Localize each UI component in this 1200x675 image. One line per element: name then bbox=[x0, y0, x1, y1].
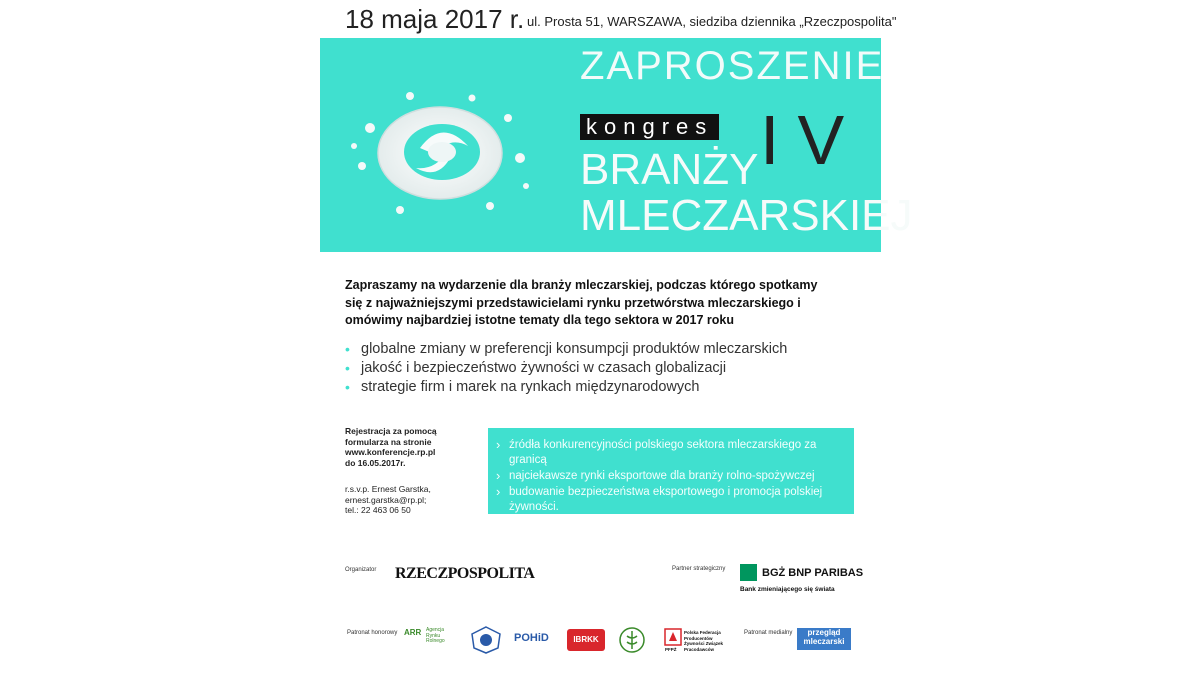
organizer-label: Organizator bbox=[345, 567, 377, 573]
title-line-2: MLECZARSKIEJ bbox=[580, 191, 913, 240]
registration-line: Rejestracja za pomocą bbox=[345, 426, 437, 436]
coat-of-arms-logo-icon bbox=[470, 626, 502, 654]
bgz-star-icon bbox=[740, 564, 757, 581]
topic-item: • globalne zmiany w preferencji konsumpcji produktów mleczarskich bbox=[345, 340, 865, 359]
rsvp-email[interactable]: ernest.garstka@rp.pl; bbox=[345, 494, 427, 505]
box-topic-item: › budowanie bezpieczeństwa eksportowego i promocja polskiej żywności. bbox=[496, 485, 850, 515]
box-topic-item: › źródła konkurencyjności polskiego sektora mleczarskiego za granicą bbox=[496, 438, 850, 468]
honorary-patron-label: Patronat honorowy bbox=[347, 630, 398, 636]
arr-logo bbox=[404, 628, 458, 650]
registration-url[interactable]: www.konferencje.rp.pl bbox=[345, 447, 436, 457]
media-patron-label: Patronat medialny bbox=[744, 630, 793, 636]
pfpz-text: Polska Federacja Producentów Żywności Związek Pracodawców bbox=[684, 630, 724, 652]
invitation-heading: ZAPROSZENIE bbox=[580, 44, 885, 88]
pfpz-mark-icon bbox=[664, 628, 682, 646]
registration-info bbox=[345, 426, 475, 468]
event-date: 18 maja 2017 r. bbox=[345, 4, 525, 34]
event-venue: ul. Prosta 51, WARSZAWA, siedziba dziennika „Rzeczpospolita" bbox=[527, 14, 897, 29]
title-line-1: BRANŻY bbox=[580, 145, 759, 194]
rsvp-contact: r.s.v.p. Ernest Garstka, bbox=[345, 484, 431, 494]
veterinary-logo-icon bbox=[617, 626, 647, 654]
partner-label: Partner strategiczny bbox=[672, 566, 726, 572]
rzeczpospolita-logo: RZECZPOSPOLITA bbox=[395, 565, 535, 582]
pfpz-logo bbox=[664, 628, 726, 650]
przeglad-mleczarski-logo: przegląd mleczarski bbox=[797, 628, 851, 650]
intro-paragraph: Zapraszamy na wydarzenie dla branży mleczarskiej, podczas którego spotkamy się z najważniejszymi przedstawicielami rynku przetwórstwa mleczarskiego i omówimy najbardziej istotne tematy dla tego sektora w 2017 roku bbox=[345, 278, 818, 327]
kongres-label: kongres bbox=[580, 114, 719, 140]
topics-box bbox=[488, 428, 854, 514]
registration-deadline: do 16.05.2017r. bbox=[345, 457, 406, 468]
partner-name: BGŻ BNP PARIBAS bbox=[762, 567, 864, 579]
edition-number: IV bbox=[760, 101, 863, 179]
registration-line: formularza na stronie bbox=[345, 436, 432, 447]
partner-tagline: Bank zmieniającego się świata bbox=[740, 586, 835, 593]
arr-full: Agencja Rynku Rolnego bbox=[426, 627, 445, 644]
topic-item: • jakość i bezpieczeństwo żywności w czasach globalizacji bbox=[345, 359, 865, 378]
bgz-bnp-paribas-logo bbox=[740, 564, 870, 598]
topic-list bbox=[345, 340, 865, 397]
ibrkk-logo: IBRKK bbox=[567, 629, 605, 651]
arr-short: ARR bbox=[404, 628, 422, 637]
pfpz-short: PFPŻ bbox=[665, 647, 677, 652]
rsvp-phone: tel.: 22 463 06 50 bbox=[345, 505, 411, 515]
box-topic-item: › najciekawsze rynki eksportowe dla branży rolno-spożywczej bbox=[496, 469, 850, 484]
milk-splash-icon bbox=[350, 88, 530, 218]
pohid-logo: POHiD bbox=[514, 632, 549, 644]
topic-item: • strategie firm i marek na rynkach międzynarodowych bbox=[345, 378, 865, 397]
rsvp-info bbox=[345, 484, 475, 516]
